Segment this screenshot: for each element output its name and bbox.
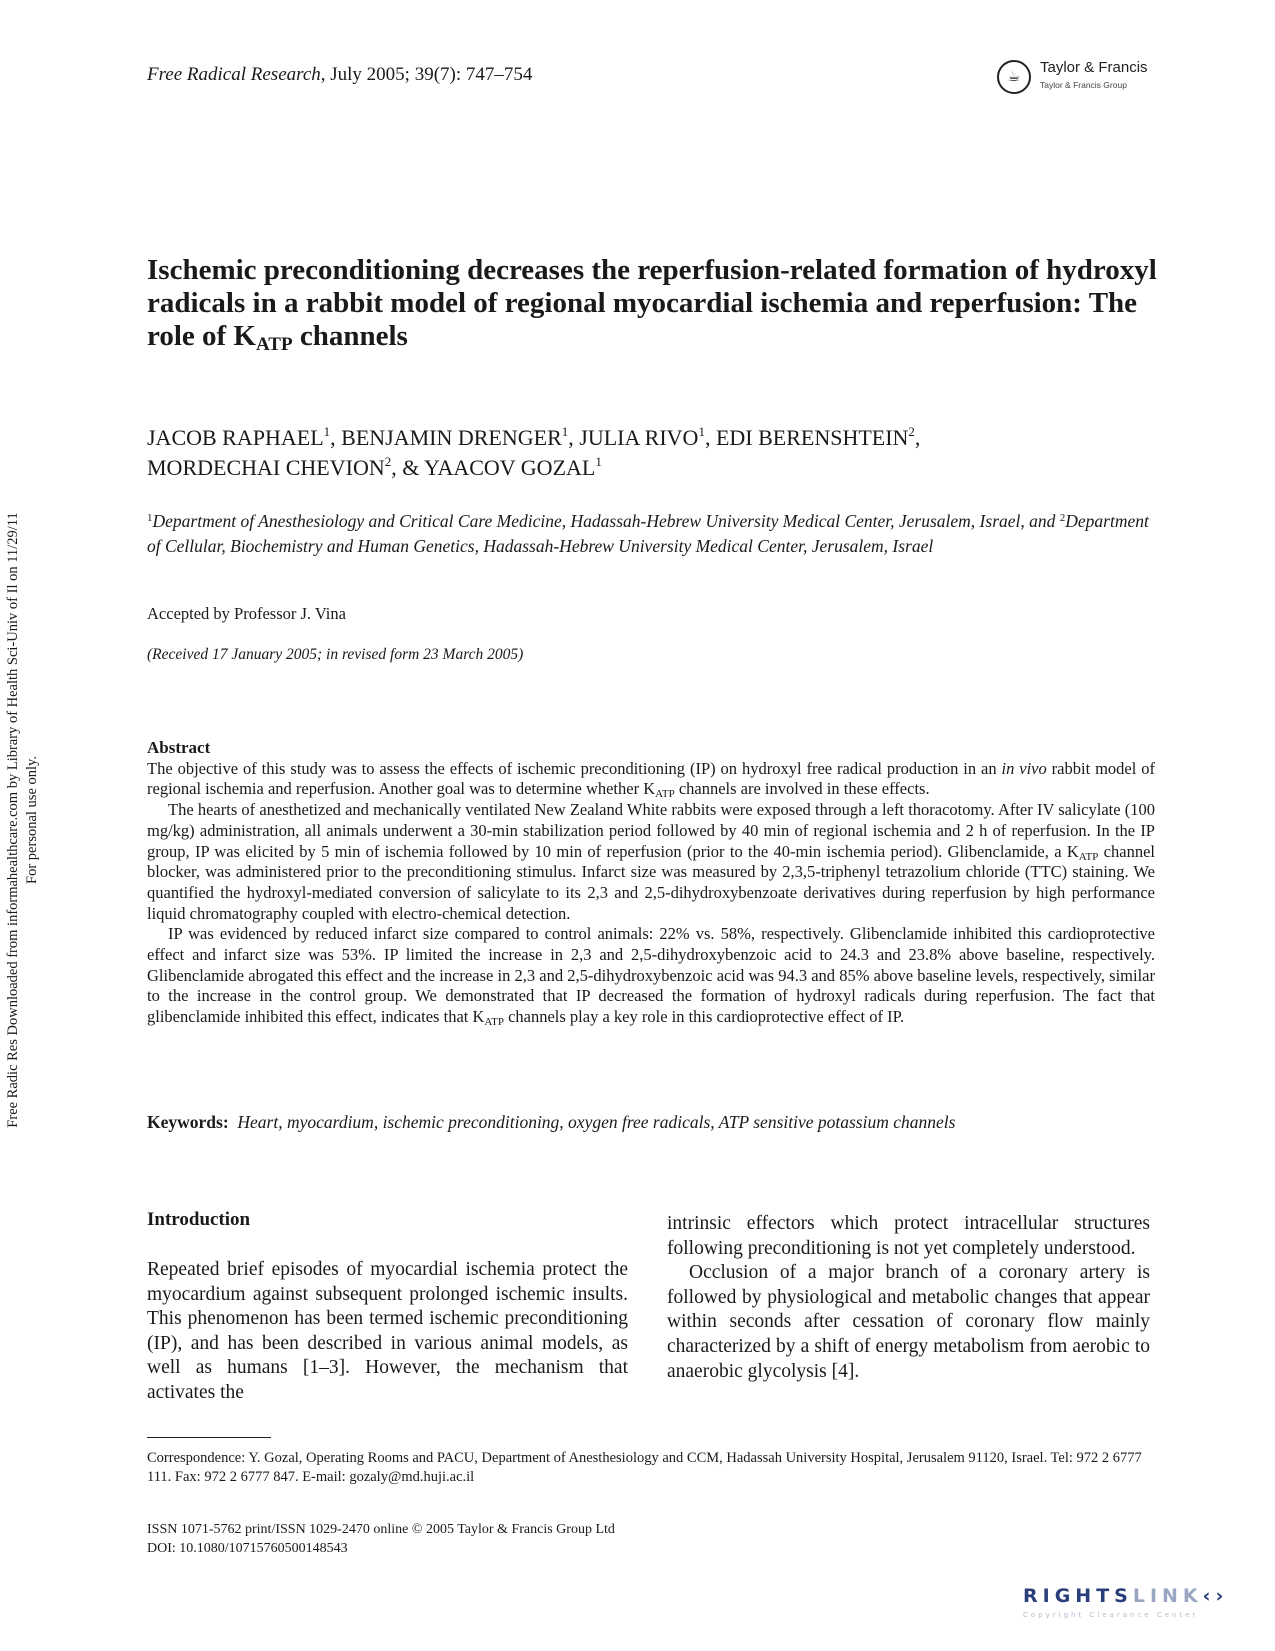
article-title: Ischemic preconditioning decreases the reperfusion-related formation of hydroxyl radicals in a rabbit model of regional myocardial ischemia and reperfusion: The role of $K_{ATP}$ channels — [147, 254, 1157, 355]
taylor-francis-logo-icon: ☕ — [997, 60, 1031, 94]
abstract-paragraph: The objective of this study was to assess the effects of ischemic preconditioning (IP) on hydroxyl free radical production in an in vivo rabbit model of regional ischemia and reperfusion. Another goal was to determine whether $K_{ATP}$ channels are involved in these effects. — [147, 758, 1155, 801]
journal-citation — [147, 64, 532, 86]
abstract-heading: Abstract — [147, 738, 211, 757]
accepted-by: Accepted by Professor J. Vina — [147, 604, 346, 623]
rightslink-arrow-icon: ‹› — [1202, 1585, 1229, 1607]
author: YAACOV GOZAL — [424, 455, 596, 480]
author: JULIA RIVO — [579, 425, 699, 450]
body-paragraph: Occlusion of a major branch of a coronary artery is followed by physiological and metabolic changes that appear within seconds after cessation of coronary flow mainly characterized by a shift of energy metabolism from aerobic to anaerobic glycolysis [4]. — [667, 1262, 1150, 1382]
download-watermark: Free Radic Res Downloaded from informahealthcare.com by Library of Health Sci-Univ of Il on 11/29/11 For personal use only. — [5, 512, 40, 1128]
author: BENJAMIN DRENGER — [341, 425, 562, 450]
keywords-label: Keywords: — [147, 1112, 229, 1132]
received-dates: (Received 17 January 2005; in revised form 23 March 2005) — [147, 646, 524, 663]
author-list: JACOB RAPHAEL$^1$, BENJAMIN DRENGER$^1$, JULIA RIVO$^1$, EDI BERENSHTEIN$^2$, MORDECHAI CHEVION$^2$, & YAACOV GOZAL$^1$ — [147, 424, 921, 480]
issn: ISSN 1071-5762 print/ISSN 1029-2470 online © 2005 Taylor & Francis Group Ltd — [147, 1522, 615, 1537]
publisher-group: Taylor & Francis Group — [1040, 80, 1127, 90]
correspondence-footnote: Correspondence: Y. Gozal, Operating Rooms and PACU, Department of Anesthesiology and CCM, Hadassah University Hospital, Jerusalem 91120, Israel. Tel: 972 2 6777 111. Fax: 972 2 6777 847. E-mail: gozaly@md.huji.ac.il — [147, 1450, 1142, 1485]
issn-doi — [147, 1521, 615, 1558]
left-column — [147, 1258, 628, 1406]
right-column — [667, 1212, 1150, 1384]
publisher-name: Taylor & Francis — [1040, 59, 1148, 76]
rightslink-logo[interactable]: RIGHTSLINK‹› Copyright Clearance Center — [1023, 1585, 1229, 1619]
abstract-paragraph: IP was evidenced by reduced infarct size compared to control animals: 22% vs. 58%, respectively. Glibenclamide inhibited this cardioprotective effect and infarct size was 53%. IP limited the increase in 2,3 and 2,5-dihydroxybenzoic acid to 24.3 and 23.8% above baseline, respectively. Glibenclamide abrogated this effect and the increase in 2,3 and 2,5-dihydroxybenzoic acid was 94.3 and 85% above baseline levels, respectively, similar to the increase in the control group. We demonstrated that IP decreased the formation of hydroxyl radicals during reperfusion. The fact that glibenclamide inhibited this effect, indicates that $K_{ATP}$ channels play a key role in this cardioprotective effect of IP. — [147, 924, 1155, 1029]
footnote-divider — [147, 1437, 271, 1438]
author: EDI BERENSHTEIN — [715, 425, 909, 450]
body-paragraph: Repeated brief episodes of myocardial ischemia protect the myocardium against subsequent prolonged ischemic insults. This phenomenon has been termed ischemic preconditioning (IP), and has been described in various animal models, as well as humans [1–3]. However, the mechanism that activates the — [147, 1259, 628, 1403]
abstract — [147, 738, 1155, 1028]
publisher-logo — [997, 58, 1167, 98]
author: MORDECHAI CHEVION — [147, 455, 385, 480]
katp-subscript: ATP — [256, 334, 293, 355]
introduction-heading: Introduction — [147, 1209, 251, 1230]
body-paragraph: intrinsic effectors which protect intracellular structures following preconditioning is not yet completely understood. — [667, 1213, 1150, 1259]
doi: DOI: 10.1080/10715760500148543 — [147, 1540, 348, 1556]
journal-volume: , July 2005; 39(7): 747–754 — [320, 64, 533, 85]
affiliations: $^1$Department of Anesthesiology and Critical Care Medicine, Hadassah-Hebrew University Medical Center, Jerusalem, Israel, and $^2$Department of Cellular, Biochemistry and Human Genetics, Hadassah-Hebrew University Medical Center, Jerusalem, Israel — [147, 511, 1149, 556]
abstract-paragraph: The hearts of anesthetized and mechanically ventilated New Zealand White rabbits were exposed through a left thoracotomy. After IV salicylate (100 mg/kg) administration, all animals underwent a 30-min stabilization period followed by 40 min of regional ischemia and 2 h of reperfusion. In the IP group, IP was elicited by 5 min of ischemia followed by 10 min of reperfusion (prior to the 40-min ischemia period). Glibenclamide, a $K_{ATP}$ channel blocker, was administered prior to the preconditioning stimulus. Infarct size was measured by 2,3,5-triphenyl tetrazolium chloride (TTC) staining. We quantified the hydroxyl-mediated conversion of salicylate to its 2,3 and 2,5-dihydroxybenzoate derivatives during reperfusion by high performance liquid chromatography coupled with electro-chemical detection. — [147, 800, 1155, 923]
author: JACOB RAPHAEL — [147, 425, 324, 450]
journal-name: Free Radical Research — [147, 64, 321, 85]
keywords — [147, 1112, 1157, 1133]
keywords-list: Heart, myocardium, ischemic preconditioning, oxygen free radicals, ATP sensitive potassium channels — [237, 1112, 956, 1132]
